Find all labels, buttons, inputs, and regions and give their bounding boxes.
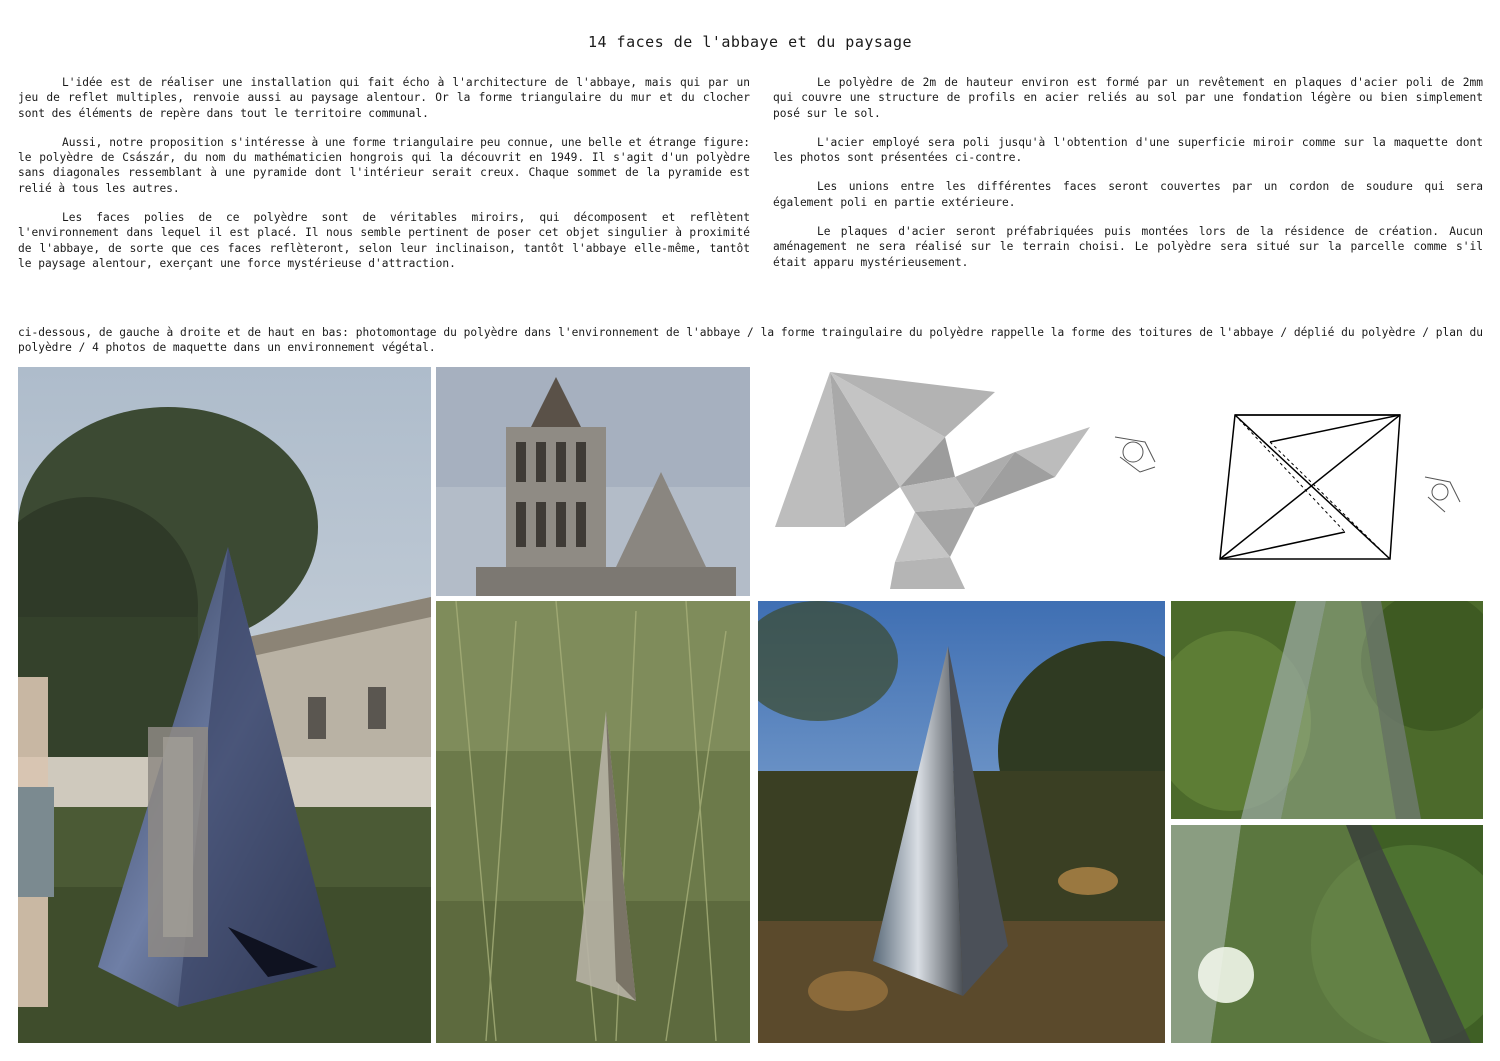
right-text-column xyxy=(773,75,1483,284)
left-text-column xyxy=(18,75,750,285)
paragraph: L'idée est de réaliser une installation qui fait écho à l'architecture de l'abbaye, mais qui par un jeu de reflet multiples, renvoie aussi au paysage alentour. Or la forme triangulaire du mur et du clocher sont des éléments de repère dans tout le territoire communal. xyxy=(18,76,750,120)
maquette-grass-photo xyxy=(436,601,750,1043)
maquette-sky-photo xyxy=(758,601,1165,1043)
paragraph: Les unions entre les différentes faces seront couvertes par un cordon de soudure qui sera également poli en partie extérieure. xyxy=(773,180,1483,209)
polyhedron-plan-diagram xyxy=(1100,367,1483,596)
photomontage-image xyxy=(18,367,431,1043)
polyhedron-net-diagram xyxy=(770,367,1095,596)
maquette-closeup-photo-1 xyxy=(1171,601,1483,819)
paragraph: Les faces polies de ce polyèdre sont de véritables miroirs, qui décomposent et reflètent l'environnement dans lequel il est placé. Il nous semble pertinent de poser cet objet singulier à proximité de l'abbaye, de sorte que ces faces reflèteront, selon leur inclinaison, tantôt l'abbaye elle-même, tantôt le paysage alentour, exerçant une force mystérieuse d'attraction. xyxy=(18,211,750,270)
abbey-tower-image xyxy=(436,367,750,596)
maquette-closeup-photo-2 xyxy=(1171,825,1483,1043)
figure-caption: ci-dessous, de gauche à droite et de haut en bas: photomontage du polyèdre dans l'environnement de l'abbaye / la forme traingulaire du polyèdre rappelle la forme des toitures de l'abbaye / déplié du polyèdre / plan du polyèdre / 4 photos de maquette dans un environnement végétal. xyxy=(18,326,1483,355)
paragraph: Le plaques d'acier seront préfabriquées puis montées lors de la résidence de création. Aucun aménagement ne sera réalisé sur le terrain choisi. Le polyèdre sera situé sur la parcelle comme s'il était apparu mystérieusement. xyxy=(773,225,1483,269)
page-title: 14 faces de l'abbaye et du paysage xyxy=(587,33,913,51)
paragraph: Aussi, notre proposition s'intéresse à une forme triangulaire peu connue, une belle et étrange figure: le polyèdre de Császár, du nom du mathématicien hongrois qui la découvrit en 1949. Il s'agit d'un polyèdre sans diagonales ressemblant à une pyramide dont l'intérieur serait creux. Chaque sommet de la pyramide est relié à tous les autres. xyxy=(18,135,750,195)
paragraph: L'acier employé sera poli jusqu'à l'obtention d'une superficie miroir comme sur la maquette dont les photos sont présentées ci-contre. xyxy=(773,135,1483,165)
paragraph: Le polyèdre de 2m de hauteur environ est formé par un revêtement en plaques d'acier poli de 2mm qui couvre une structure de profils en acier reliés au sol par une fondation légère ou bien simplement posé sur le sol. xyxy=(773,76,1483,120)
